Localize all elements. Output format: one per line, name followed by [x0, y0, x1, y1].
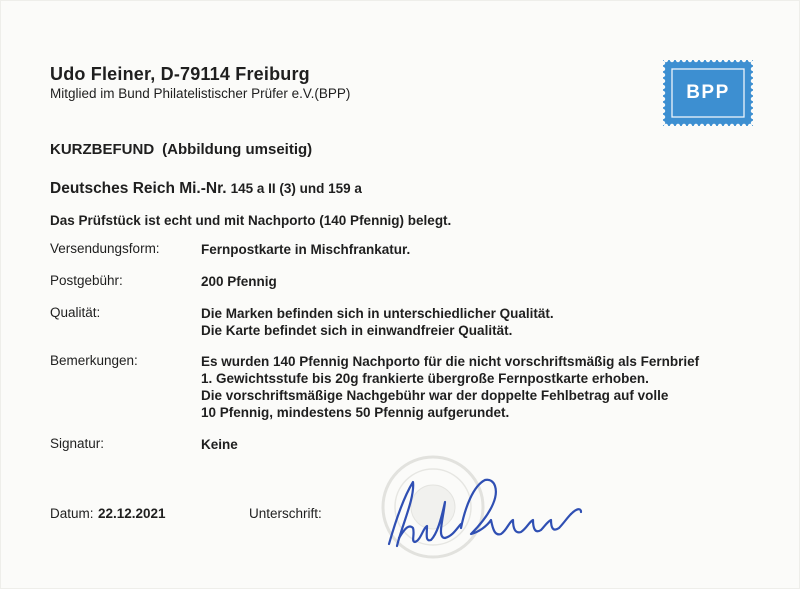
- field-label-signatur: Signatur:: [50, 436, 105, 451]
- report-type-note: (Abbildung umseitig): [162, 141, 313, 158]
- field-value-line: Fernpostkarte in Mischfrankatur.: [201, 242, 411, 257]
- field-value-signatur: [201, 436, 238, 453]
- date-value: 22.12.2021: [98, 506, 166, 521]
- field-value-qualitaet: [201, 305, 554, 339]
- catalog-prefix: Deutsches Reich Mi.-Nr.: [50, 180, 227, 197]
- field-value-bemerkungen: [201, 353, 699, 421]
- field-value-line: 200 Pfennig: [201, 274, 277, 289]
- field-value-line: Die Marken befinden sich in unterschiedlicher Qualität.: [201, 306, 554, 321]
- field-value-line: 10 Pfennig, mindestens 50 Pfennig aufgerundet.: [201, 405, 510, 420]
- expert-name-address: Udo Fleiner, D-79114 Freiburg: [50, 64, 310, 84]
- field-value-line: Keine: [201, 437, 238, 452]
- bpp-logo-text: BPP: [686, 82, 730, 103]
- catalog-numbers: 145 a II (3) und 159 a: [230, 181, 362, 196]
- bpp-logo: [663, 60, 753, 126]
- handwritten-signature-icon: [375, 468, 590, 558]
- report-type: KURZBEFUND: [50, 141, 155, 158]
- field-value-line: Es wurden 140 Pfennig Nachporto für die nicht vorschriftsmäßig als Fernbrief: [201, 354, 700, 369]
- signature-label: Unterschrift:: [249, 506, 322, 521]
- field-label-bemerkungen: Bemerkungen:: [50, 353, 138, 368]
- date-label: Datum:: [50, 506, 94, 521]
- field-value-line: 1. Gewichtsstufe bis 20g frankierte übergroße Fernpostkarte erhoben.: [201, 371, 649, 386]
- field-value-line: Die vorschriftsmäßige Nachgebühr war der doppelte Fehlbetrag auf volle: [201, 388, 669, 403]
- field-label-postgebuehr: Postgebühr:: [50, 273, 123, 288]
- field-value-line: Die Karte befindet sich in einwandfreier Qualität.: [201, 323, 513, 338]
- report-heading: [50, 141, 312, 158]
- membership-line: Mitglied im Bund Philatelistischer Prüfer e.V.(BPP): [50, 86, 351, 101]
- authenticity-statement: Das Prüfstück ist echt und mit Nachporto (140 Pfennig) belegt.: [50, 213, 452, 228]
- field-value-postgebuehr: [201, 273, 277, 290]
- field-value-versendungsform: [201, 241, 410, 258]
- catalog-line: [50, 180, 362, 198]
- field-label-versendungsform: Versendungsform:: [50, 241, 160, 256]
- field-label-qualitaet: Qualität:: [50, 305, 101, 320]
